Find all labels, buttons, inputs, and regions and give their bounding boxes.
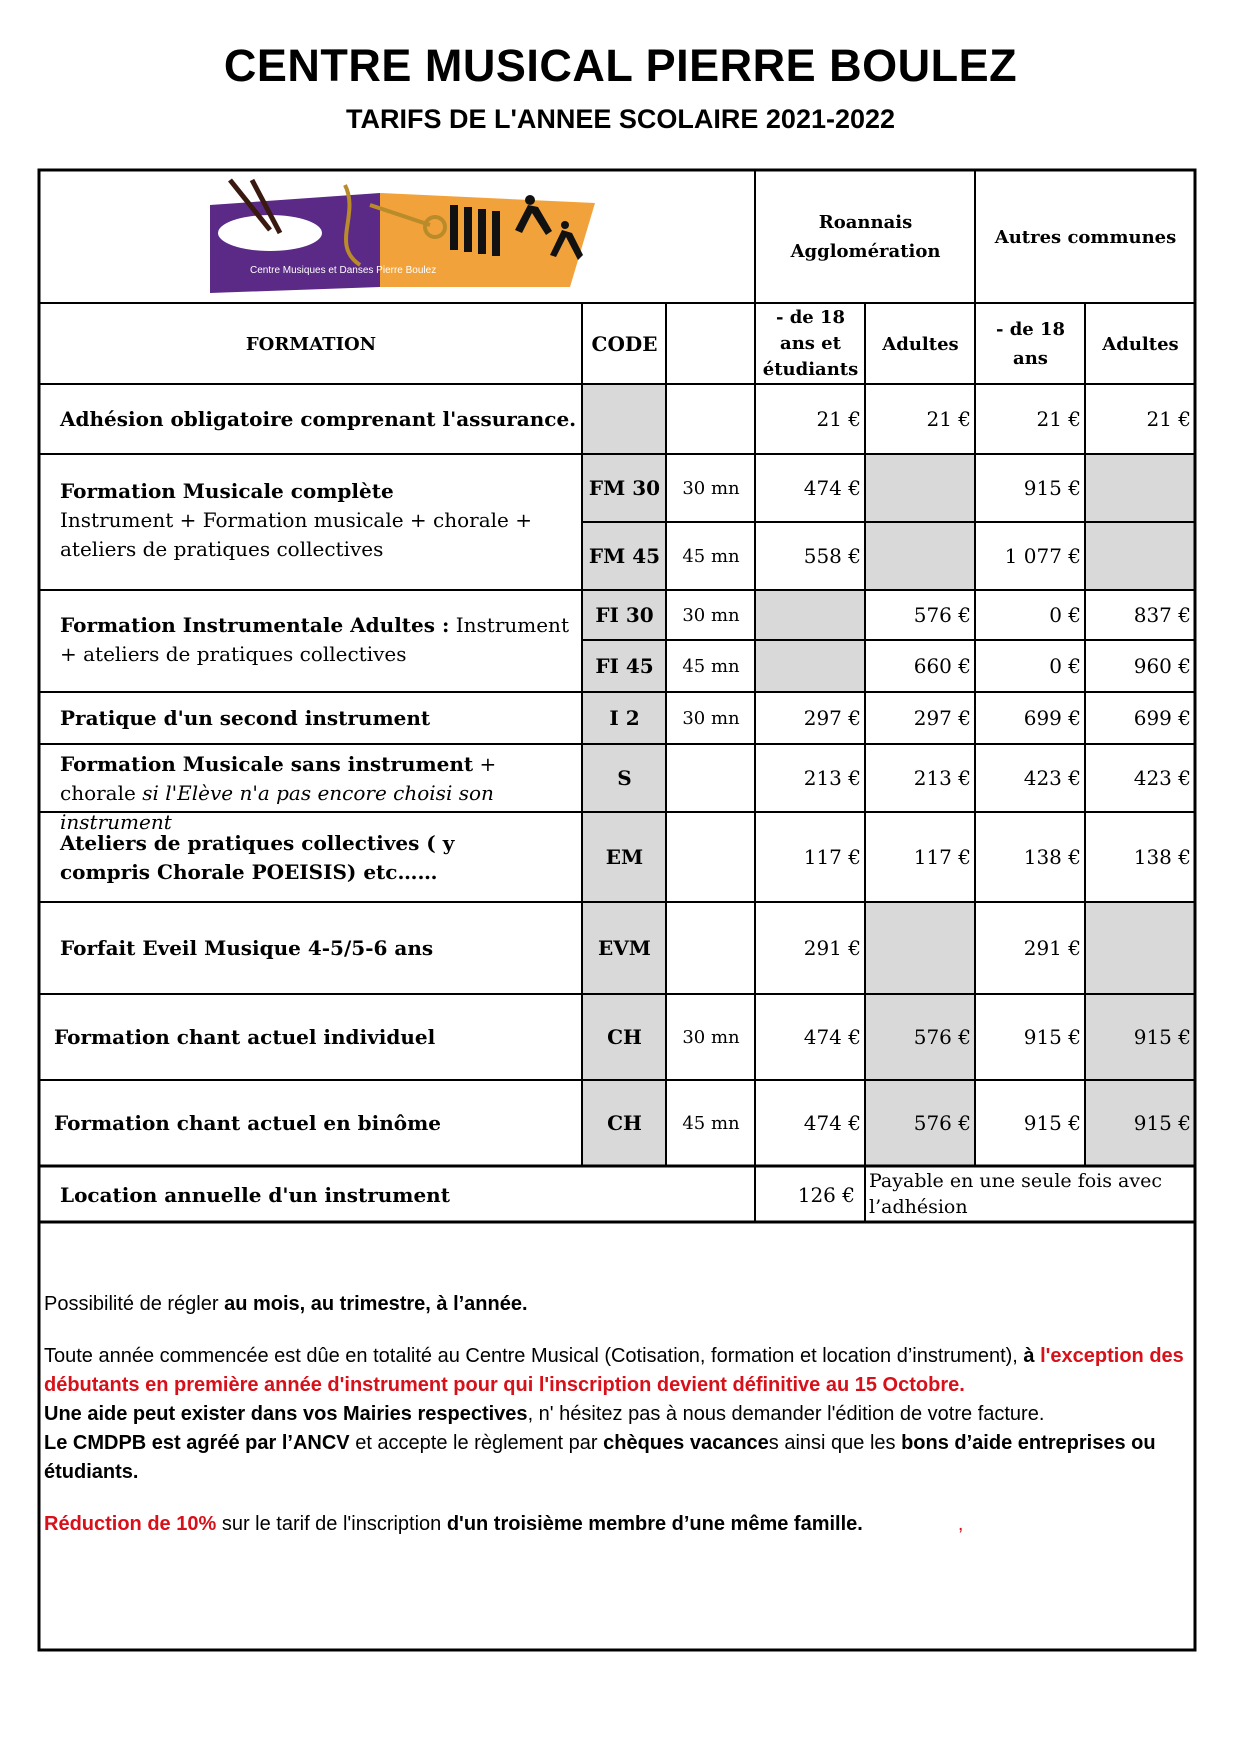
code-cell: FI 30 xyxy=(595,603,654,627)
price-cell: 138 € xyxy=(1023,845,1081,869)
duration-cell: 45 mn xyxy=(682,656,740,677)
price-cell: 0 € xyxy=(1049,603,1081,627)
note-ancv: Le CMDPB est agréé par l’ANCV et accepte le règlement par chèques vacances ainsi que les bons d’aide entreprises ou étudiants. xyxy=(44,1432,1156,1483)
row-label-formation-instrumentale xyxy=(40,591,582,692)
code-cell: FI 45 xyxy=(595,654,654,678)
row-description: Instrument + ateliers de pratiques collectives xyxy=(60,613,569,666)
price-cell: 1 077 € xyxy=(1004,544,1081,568)
duration-cell: 30 mn xyxy=(682,605,740,626)
price-cell: 915 € xyxy=(1023,476,1081,500)
row-title: Formation Musicale complète xyxy=(60,479,394,503)
code-cell: CH xyxy=(607,1025,642,1049)
price-cell: 423 € xyxy=(1023,766,1081,790)
price-cell: 915 € xyxy=(1133,1025,1191,1049)
price-cell: 297 € xyxy=(803,706,861,730)
price-cell: 21 € xyxy=(926,407,971,431)
price-cell: 576 € xyxy=(913,1111,971,1135)
row-title: Formation Musicale sans instrument xyxy=(60,752,474,776)
price-cell: 291 € xyxy=(803,936,861,960)
code-cell: FM 30 xyxy=(588,476,661,500)
price-cell: 213 € xyxy=(913,766,971,790)
price-cell: 423 € xyxy=(1133,766,1191,790)
shade xyxy=(1085,902,1195,994)
group-header-autres: Autres communes xyxy=(994,226,1177,248)
price-cell: 474 € xyxy=(803,1025,861,1049)
duration-cell: 30 mn xyxy=(682,478,740,499)
price-cell: 558 € xyxy=(803,544,861,568)
col-header-under18-roanne: - de 18 ans et étudiants xyxy=(762,307,859,380)
school-logo xyxy=(210,175,600,295)
note-discount: Réduction de 10% sur le tarif de l'inscription d'un troisième membre d’une même famille. , xyxy=(44,1513,964,1535)
price-cell: 576 € xyxy=(913,1025,971,1049)
price-cell: 213 € xyxy=(803,766,861,790)
price-cell: 576 € xyxy=(913,603,971,627)
shade xyxy=(865,902,975,994)
group-header-roanne: Roannais Agglomération xyxy=(790,212,941,262)
duration-cell: 30 mn xyxy=(682,708,740,729)
duration-cell: 45 mn xyxy=(682,1113,740,1134)
price-cell: 960 € xyxy=(1133,654,1191,678)
price-cell: 117 € xyxy=(913,845,971,869)
code-cell: EM xyxy=(605,845,644,869)
logo-caption: Centre Musiques et Danses Pierre Boulez xyxy=(250,265,437,276)
shade xyxy=(582,384,666,454)
price-cell: 474 € xyxy=(803,1111,861,1135)
price-cell: 21 € xyxy=(816,407,861,431)
price-cell: 474 € xyxy=(803,476,861,500)
page-subtitle: TARIFS DE L'ANNEE SCOLAIRE 2021-2022 xyxy=(345,104,896,134)
col-header-adults-roanne: Adultes xyxy=(882,333,959,355)
row-note: si l'Elève n'a pas encore choisi son instrument xyxy=(60,781,494,834)
code-cell: S xyxy=(617,766,632,790)
row-description: Instrument + Formation musicale + chorale + ateliers de pratiques collectives xyxy=(60,508,532,561)
code-cell: EVM xyxy=(598,936,651,960)
price-cell: 0 € xyxy=(1049,654,1081,678)
price-cell: 915 € xyxy=(1133,1111,1191,1135)
price-cell: 915 € xyxy=(1023,1025,1081,1049)
row-text: + chorale xyxy=(60,752,497,805)
page-title: CENTRE MUSICAL PIERRE BOULEZ xyxy=(223,40,1018,91)
note-aid: Une aide peut exister dans vos Mairies respectives, n' hésitez pas à nous demander l'édition de votre facture. xyxy=(44,1403,1045,1425)
row-label-sans-instrument xyxy=(40,745,582,834)
row-title: Formation Instrumentale Adultes : xyxy=(60,613,450,637)
note-commitment: Toute année commencée est dûe en totalité au Centre Musical (Cotisation, formation et location d’instrument), à l'exception des débutants en première année d'instrument pour qui l'inscription devient définitive au 15 Octobre. xyxy=(44,1345,1184,1396)
price-cell: 21 € xyxy=(1146,407,1191,431)
col-header-under18-autres: - de 18 ans xyxy=(995,319,1066,369)
row-label-eveil-musique: Forfait Eveil Musique 4-5/5-6 ans xyxy=(60,936,434,960)
row-label-location: Location annuelle d'un instrument xyxy=(60,1182,450,1207)
note-payment: Possibilité de régler au mois, au trimestre, à l’année. xyxy=(44,1293,528,1315)
duration-cell: 45 mn xyxy=(682,546,740,567)
price-cell: 21 € xyxy=(1036,407,1081,431)
row-label-chant-binome: Formation chant actuel en binôme xyxy=(54,1111,441,1135)
price-cell: 699 € xyxy=(1133,706,1191,730)
price-cell: 660 € xyxy=(913,654,971,678)
price-cell: 837 € xyxy=(1133,603,1191,627)
code-cell: CH xyxy=(607,1111,642,1135)
code-cell: I 2 xyxy=(609,706,640,730)
price-cell: 699 € xyxy=(1023,706,1081,730)
code-cell: FM 45 xyxy=(588,544,661,568)
row-label-adhesion: Adhésion obligatoire comprenant l'assurance. xyxy=(60,407,577,431)
price-cell: 297 € xyxy=(913,706,971,730)
col-header-formation: FORMATION xyxy=(245,333,377,355)
row-label-second-instrument: Pratique d'un second instrument xyxy=(60,706,431,730)
price-cell: 291 € xyxy=(1023,936,1081,960)
row-label-ateliers: Ateliers de pratiques collectives ( y compris Chorale POEISIS) etc…… xyxy=(60,830,455,884)
duration-cell: 30 mn xyxy=(682,1027,740,1048)
price-cell: 126 € xyxy=(797,1182,855,1207)
notes-section xyxy=(44,1290,1184,1539)
row-label-formation-musicale xyxy=(40,455,582,590)
location-note: Payable en une seule fois avec l’adhésion xyxy=(869,1170,1162,1218)
row-label-chant-individuel: Formation chant actuel individuel xyxy=(54,1025,436,1049)
col-header-code: CODE xyxy=(591,331,658,356)
price-cell: 117 € xyxy=(803,845,861,869)
col-header-adults-autres: Adultes xyxy=(1102,333,1179,355)
price-cell: 138 € xyxy=(1133,845,1191,869)
price-cell: 915 € xyxy=(1023,1111,1081,1135)
